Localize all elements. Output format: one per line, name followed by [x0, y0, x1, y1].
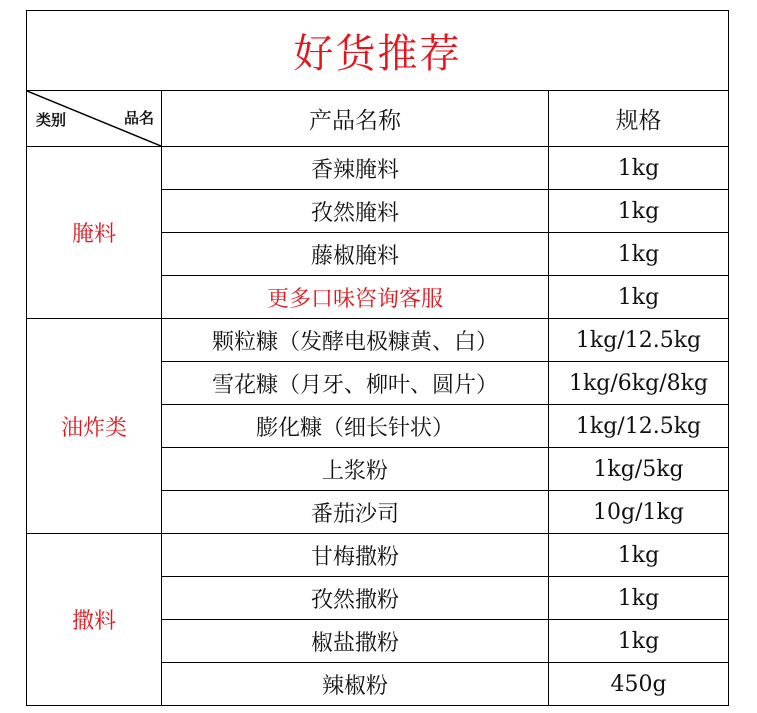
product-name-cell: 颗粒糠（发酵电极糠黄、白）	[162, 319, 549, 362]
spec-cell: 1kg	[549, 620, 729, 663]
category-cell: 撒料	[27, 534, 162, 706]
spec-cell: 1kg/5kg	[549, 448, 729, 491]
product-name-cell: 雪花糠（月牙、柳叶、圆片）	[162, 362, 549, 405]
name-column-header: 产品名称	[162, 91, 549, 147]
spec-cell: 1kg	[549, 233, 729, 276]
product-name-cell: 番茄沙司	[162, 491, 549, 534]
product-name-cell: 更多口味咨询客服	[162, 276, 549, 319]
table-row	[27, 534, 729, 577]
spec-column-header: 规格	[549, 91, 729, 147]
spec-cell: 1kg/12.5kg	[549, 319, 729, 362]
spec-cell: 1kg	[549, 190, 729, 233]
category-header-label: 类别	[36, 111, 67, 129]
spec-cell: 10g/1kg	[549, 491, 729, 534]
spec-cell: 1kg	[549, 147, 729, 190]
product-name-cell: 藤椒腌料	[162, 233, 549, 276]
product-name-cell: 辣椒粉	[162, 663, 549, 706]
spec-cell: 1kg/12.5kg	[549, 405, 729, 448]
spec-cell: 1kg/6kg/8kg	[549, 362, 729, 405]
product-name-cell: 膨化糠（细长针状）	[162, 405, 549, 448]
product-name-cell: 孜然撒粉	[162, 577, 549, 620]
page-title: 好货推荐	[27, 11, 729, 91]
product-name-cell: 上浆粉	[162, 448, 549, 491]
spec-cell: 1kg	[549, 276, 729, 319]
product-name-cell: 甘梅撒粉	[162, 534, 549, 577]
table-row	[27, 147, 729, 190]
product-table	[26, 10, 729, 706]
category-cell: 腌料	[27, 147, 162, 319]
spec-cell: 1kg	[549, 577, 729, 620]
product-header-label: 品名	[123, 109, 154, 127]
product-name-cell: 椒盐撒粉	[162, 620, 549, 663]
table-row	[27, 319, 729, 362]
product-name-cell: 孜然腌料	[162, 190, 549, 233]
header-corner-cell	[27, 91, 162, 147]
spec-cell: 1kg	[549, 534, 729, 577]
product-name-cell: 香辣腌料	[162, 147, 549, 190]
category-cell: 油炸类	[27, 319, 162, 534]
spec-cell: 450g	[549, 663, 729, 706]
